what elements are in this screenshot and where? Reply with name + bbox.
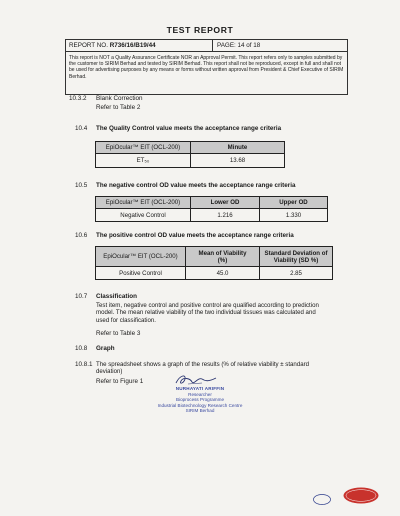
section-title: Blank Correction [96, 95, 143, 102]
section-number: 10.8.1 [75, 361, 93, 368]
section-number: 10.6 [75, 232, 88, 239]
stamp-department: Bioprocess Programme [176, 397, 224, 403]
report-header-row [66, 40, 347, 52]
researcher-stamp [140, 386, 260, 414]
table-cell: Positive Control [96, 267, 186, 280]
standards-malaysia-logo [343, 487, 379, 504]
section-number: 10.8 [75, 345, 88, 352]
section-number: 10.4 [75, 125, 88, 132]
report-number-label: REPORT NO. [69, 42, 108, 49]
paragraph-line: model. The mean relative viability of the two individual tissues was calculated and [96, 309, 316, 317]
stamp-name: NURHAYATI ARIFFIN [175, 386, 225, 391]
header-line: Standard Deviation of [264, 249, 328, 257]
stamp-role: Researcher [188, 391, 212, 397]
section-title: The Quality Control value meets the acceptance range criteria [96, 125, 282, 132]
table-cell: 45.0 [186, 267, 260, 280]
negative-control-table [95, 196, 328, 222]
section-number: 10.5 [75, 182, 88, 189]
section-body: Refer to Table 2 [96, 104, 141, 111]
positive-control-table [95, 246, 333, 280]
table-cell: 2.85 [260, 267, 333, 280]
table-header-cell: Minute [191, 142, 285, 154]
table-header-cell [260, 247, 333, 267]
section-title: The negative control OD value meets the acceptance range criteria [96, 182, 296, 189]
stamp-centre: Industrial Biotechnology Research Centre [157, 402, 243, 408]
section-body: Refer to Table 3 [96, 330, 141, 337]
table-header-cell: EpiOcular™ EIT (OCL-200) [96, 247, 186, 267]
table-header-cell: EpiOcular™ EIT (OCL-200) [96, 142, 191, 154]
table-header-cell: Lower OD [191, 197, 260, 209]
disclaimer-note: This report is NOT a Quality Assurance Certificate NOR an Approval Permit. This report refers only to samples submitted by the customer to SIRIM Berhad and tested by SIRIM Berhad. This report shall not be reproduced, except in full and shall not be used for advertising purposes by any means or forms without written approval from President & Chief Executive of SIRIM Berhad. [69, 55, 344, 80]
quality-control-table [95, 141, 285, 168]
section-body: Refer to Figure 1 [96, 378, 144, 385]
header-line: (%) [217, 256, 228, 264]
ilac-mra-logo [313, 492, 331, 503]
table-header-cell: Upper OD [260, 197, 328, 209]
table-header-cell [186, 247, 260, 267]
paragraph-line: used for classification. [96, 316, 156, 324]
section-number: 10.3.2 [69, 95, 87, 102]
table-cell: 1.330 [260, 209, 328, 222]
paragraph-line: Test item, negative control and positive control are qualified according to prediction [96, 302, 319, 309]
report-number [69, 42, 156, 49]
report-header-box [65, 39, 348, 95]
section-number: 10.7 [75, 293, 88, 300]
table-cell: ET₅₀ [96, 154, 191, 168]
table-cell: 1.216 [191, 209, 260, 222]
handwritten-signature [172, 373, 222, 387]
report-number-value: R736/16/B19/44 [109, 42, 156, 49]
section-title: Graph [96, 345, 115, 352]
ilac-logo-icon [313, 494, 331, 505]
report-title: TEST REPORT [166, 25, 234, 35]
paragraph-line: The spreadsheet shows a graph of the results (% of relative viability ± standard [96, 361, 310, 368]
header-line: Mean of Viability [198, 249, 247, 257]
header-line: Viability (SD %) [273, 256, 319, 264]
table-cell: 13.68 [191, 154, 285, 168]
classification-paragraph [96, 302, 346, 324]
paragraph-line: deviation) [96, 368, 123, 376]
stamp-organisation: SIRIM Berhad [185, 408, 215, 414]
section-title: The positive control OD value meets the acceptance range criteria [96, 232, 294, 239]
table-cell: Negative Control [96, 209, 191, 222]
standards-logo-icon [343, 487, 379, 504]
section-title: Classification [96, 293, 137, 300]
header-divider [212, 40, 213, 52]
table-header-cell: EpiOcular™ EIT (OCL-200) [96, 197, 191, 209]
page-indicator: PAGE: 14 of 18 [217, 42, 261, 49]
